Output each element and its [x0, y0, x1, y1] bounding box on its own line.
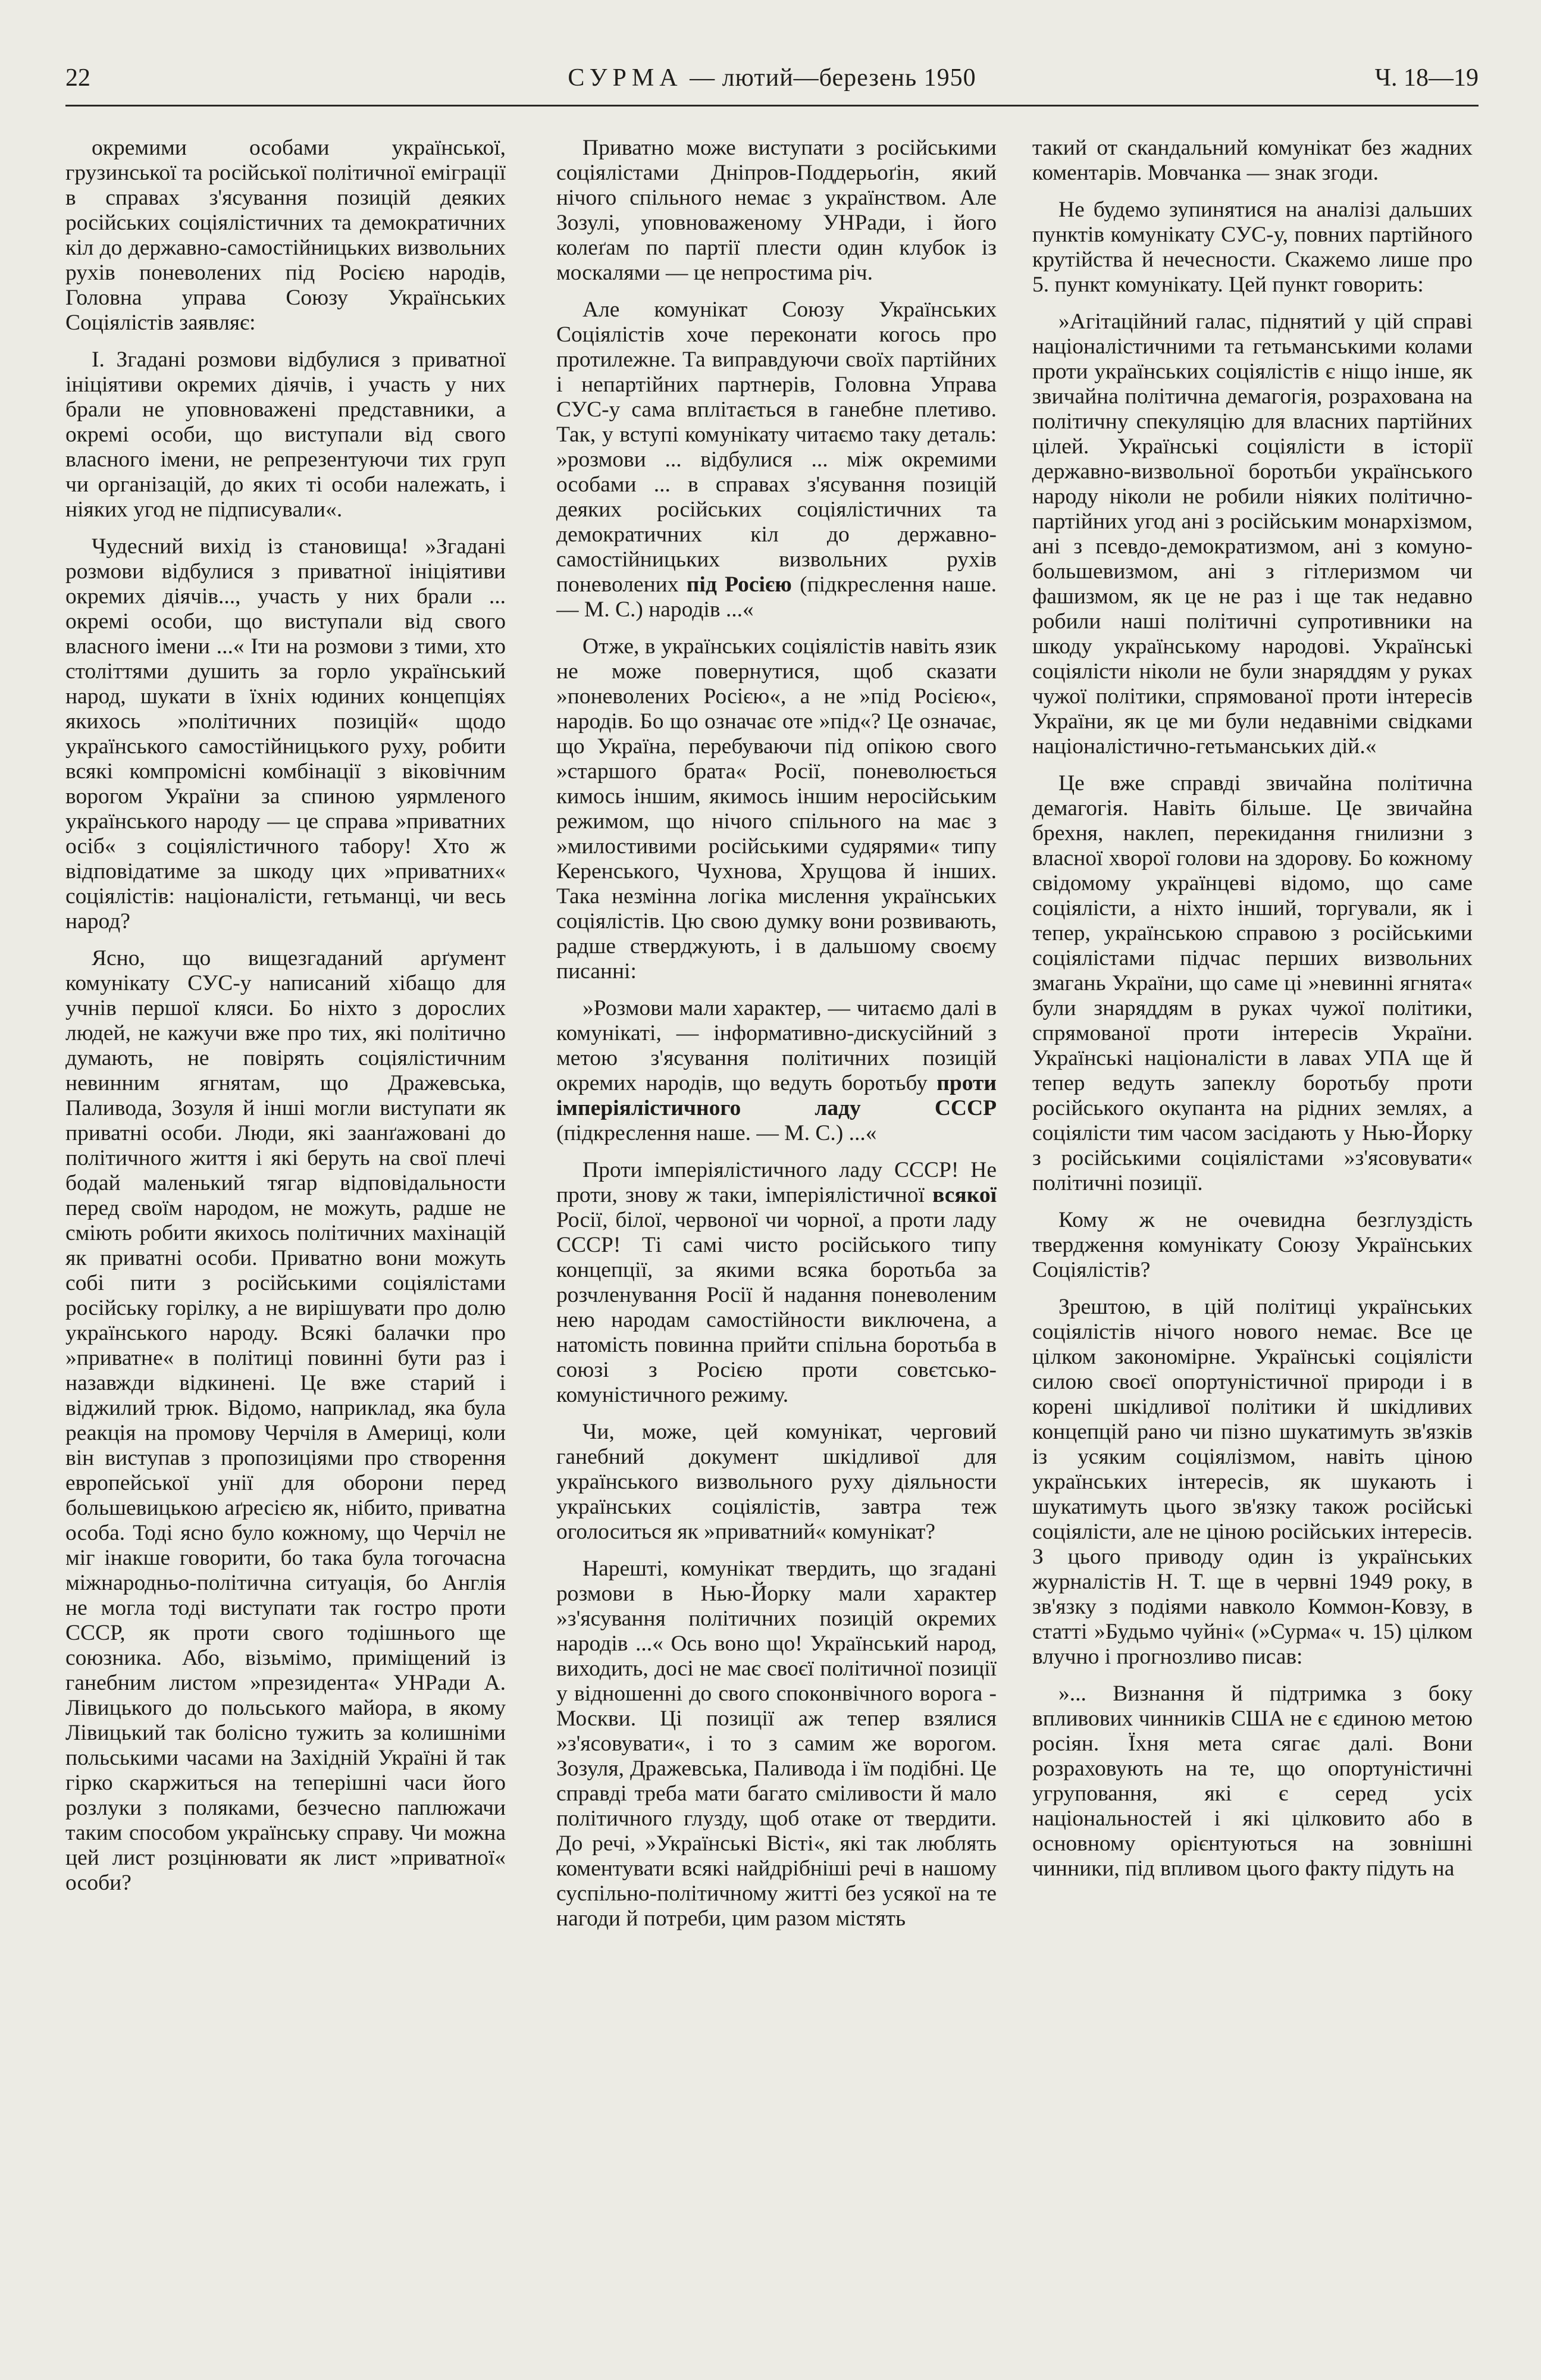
article-paragraph: »... Визнання й підтримка з боку впливових чинників США не є єдиною метою росіян. Їхня мета сягає далі. Вони розраховують на те, що опортуністичні угруповання, які є серед усіх національностей і які цілковито або в основному орієнтуються на зовнішні чинники, під впливом цього факту підуть на: [1032, 1681, 1473, 1881]
issue-date: — лютий—березень 1950: [690, 64, 976, 92]
article-paragraph: Чи, може, цей комунікат, черговий ганебний документ шкідливої для українського визвольного руху діяльности українських соціялістів, завтра теж оголоситься як »приватний« комунікат?: [556, 1420, 997, 1544]
article-paragraph: окремими особами української, грузинської та російської політичної еміграції в справах з'ясування позицій деяких російських соціялістичних та демократичних кіл до державно-самостійницьких визвольних рухів поневолених під Росією народів, Головна управа Союзу Українських Соціялістів заявляє:: [65, 136, 506, 335]
article-paragraph: Зрештою, в цій політиці українських соціялістів нічого нового немає. Все це цілком закономірне. Українські соціялісти силою своєї опортуністичної природи і в корені шкідливої політики й шкідливих концепцій рано чи пізно шукатимуть зв'язків із усяким соціялізмом, навіть ціною українських інтересів, як шукають і шукатимуть цього зв'язку також російські соціялісти, але не ціною російських інтересів. З цього приводу один із українських журналістів Н. Т. ще в червні 1949 року, в зв'язку з подіями навколо Коммон-Ковзу, в статті »Будьмо чуйні« (»Сурма« ч. 15) цілком влучно і прогнозливо писав:: [1032, 1295, 1473, 1669]
article-paragraph: Це вже справді звичайна політична демагогія. Навіть більше. Це звичайна брехня, наклеп, перекидання гнилизни з власної хворої голови на здорову. Бо кожному свідомому українцеві відомо, що саме соціялісти, а ніхто інший, торгували, як і тепер, українською справою з російськими соціялістами підчас перших визвольних змагань України, що саме ці »невинні ягнята« були знаряддям в руках чужої політики, спрямованої проти інтересів України. Українські націоналісти в лавах УПА ще й тепер ведуть запеклу боротьбу проти російського окупанта на рідних землях, а соціялісти тим часом засідають у Нью-Йорку з російськими соціялістами »з'ясовувати« політичні позиції.: [1032, 771, 1473, 1195]
article-paragraph: Отже, в українських соціялістів навіть язик не може повернутися, щоб сказати »поневолених Росією«, а не »під Росією«, народів. Бо що означає оте »під«? Це означає, що Україна, перебуваючи під опікою свого »старшого брата« Росії, поневолюється кимось іншим, якимось іншим неросійським режимом, що нічого спільного на має з »милостивими російськими судярями« типу Керенського, Чухнова, Хрущова й інших. Така незмінна логіка мислення українських соціялістів. Цю свою думку вони розвивають, радше стверджують, і в дальшому своєму писанні:: [556, 634, 997, 984]
article-paragraph: »Розмови мали характер, — читаємо далі в комунікаті, — інформативно-дискусійний з метою з'ясування політичних позицій окремих народів, що ведуть боротьбу проти імперіялістичного ладу СССР (підкреслення наше. — М. С.) ...«: [556, 996, 997, 1145]
article-paragraph: Приватно може виступати з російськими соціялістами Дніпров-Поддерьоґін, який нічого спільного немає з українством. Але Зозулі, уповноваженому УНРади, і його колеґам по партії плести один клубок із москалями — це непростима річ.: [556, 136, 997, 285]
article-paragraph: Чудесний вихід із становища! »Згадані розмови відбулися з приватної ініціятиви окремих діячів..., участь у них брали ... окремі особи, що виступали від свого власного імени ...« Іти на розмови з тими, хто століттями душить за горло український народ, шукати в їхніх юдиних концепціях якихось »політичних позицій« щодо українського самостійницького руху, робити всякі компромісні комбінації з віковічним ворогом України за спиною уярмленого українського народу — це справа »приватних осіб« з соціялістичного табору! Хто ж відповідатиме за шкоду цих »приватних« соціялістів: націоналісти, гетьманці, чи весь народ?: [65, 534, 506, 934]
article-paragraph: Не будемо зупинятися на аналізі дальших пунктів комунікату СУС-у, повних партійного крутійства й нечесности. Скажемо лише про 5. пункт комунікату. Цей пункт говорить:: [1032, 198, 1473, 297]
article-paragraph: Проти імперіялістичного ладу СССР! Не проти, знову ж таки, імперіялістичної всякої Росії, білої, червоної чи чорної, а проти ладу СССР! Ті самі чисто російського типу концепції, за якими всяка боротьба за розчленування Росії й надання поневоленим нею народам самостійности виключена, а натомість повинна прийти спільна боротьба в союзі з Росією проти совєтсько-комуністичного режиму.: [556, 1158, 997, 1407]
header-rule: [65, 105, 1479, 107]
emphasis: всякої: [932, 1183, 997, 1207]
column-2: [556, 136, 997, 2337]
emphasis: під Росією: [686, 572, 792, 597]
journal-title: СУРМА: [568, 64, 683, 92]
article-paragraph: Нарешті, комунікат твердить, що згадані розмови в Нью-Йорку мали характер »з'ясування політичних позицій окремих народів ...« Ось воно що! Український народ, виходить, досі не має своєї політичної позиції у відношенні до свого споконвічного ворога - Москви. Ці позиції аж тепер взялися »з'ясовувати«, і то з самим же ворогом. Зозуля, Дражевська, Паливода і їм подібні. Це справді треба мати багато сміливости й мало політичного глузду, щоб отаке от твердити. До речі, »Українські Вісті«, які так люблять коментувати всякі найдрібніші речі в нашому суспільно-політичному житті без усякої на те нагоди й потреби, цим разом містять: [556, 1557, 997, 1931]
article-paragraph: такий от скандальний комунікат без жадних коментарів. Мовчанка — знак згоди.: [1032, 136, 1473, 185]
column-1: [65, 136, 506, 2337]
article-paragraph: І. Згадані розмови відбулися з приватної ініціятиви окремих діячів, і участь у них брали не уповноважені представники, а окремі особи, що виступали від свого власного імени, не репрезентуючи тих груп чи організацій, до яких ті особи належать, і ніяких угод не підписували«.: [65, 347, 506, 522]
page-number: 22: [65, 64, 90, 92]
issue-number: Ч. 18—19: [1374, 64, 1479, 92]
column-3: [1032, 136, 1473, 2337]
article-paragraph: Але комунікат Союзу Українських Соціялістів хоче переконати когось про протилежне. Та виправдуючи своїх партійних і непартійних партнерів, Головна Управа СУС-у сама вплітається в ганебне плетиво. Так, у вступі комунікату читаємо таку деталь: »розмови ... відбулися ... між окремими особами ... в справах з'ясування позицій деяких російських соціялістичних та демократичних кіл до державно-самостійницьких визвольних рухів поневолених під Росією (підкреслення наше. — М. С.) народів ...«: [556, 298, 997, 622]
masthead: [65, 57, 1479, 99]
article-paragraph: »Агітаційний галас, піднятий у цій справі націоналістичними та гетьманськими колами проти українських соціялістів є ніщо інше, як звичайна політична демагогія, розрахована на політичну спекуляцію для власних партійних цілей. Українські соціялісти в історії державно-визвольної боротьби українського народу ніколи не робили ніяких політично-партійних угод ані з російським монархізмом, ані з псевдо-демократизмом, ані з комуно-большевизмом, ані з гітлеризмом чи фашизмом, як це не раз і ще так недавно робили наші політичні супротивники на шкоду українському народові. Українські соціялісти ніколи не були знаряддям у руках чужої політики, спрямованої проти інтересів України, як це ми були недавніми свідками націоналістично-гетьманських дій.«: [1032, 309, 1473, 759]
article-paragraph: Ясно, що вищезгаданий арґумент комунікату СУС-у написаний хібащо для учнів першої кляси. Бо ніхто з дорослих людей, не кажучи вже про тих, які політично думають, не повірять соціялістичним невинним ягнятам, що Дражевська, Паливода, Зозуля й інші могли виступати як приватні особи. Люди, які заанґажовані до політичного життя і які беруть на свої плечі бодай маленький тягар відповідальности перед своїм народом, не можуть, радше не сміють робити якихось політичних махінацій як приватні особи. Приватно вони можуть собі пити з російськими соціялістами російську горілку, а не вирішувати про долю українського народу. Всякі балачки про »приватне« в політиці повинні бути раз і назавжди відкинені. Це вже старий і віджилий трюк. Відомо, наприклад, яка була реакція на промову Черчіля в Америці, коли він виступав з пропозиціями про створення европейської унії для оборони перед большевицькою аґресією як, нібито, приватна особа. Тоді ясно було кожному, що Черчіл не міг інакше говорити, бо така була тогочасна міжнародньо-політична ситуація, бо Англія не могла тоді виступати так гостро проти СССР, як проти свого тодішнього ще союзника. Або, візьмімо, приміщений із ганебним листом »президента« УНРади А. Лівицького до польського майора, в якому Лівицький так болісно тужить за колишніми польськими часами на Західній Україні й так гірко скаржиться на теперішні часи його розлуки з поляками, безчесно паплюжачи таким способом українську справу. Чи можна цей лист розцінювати як лист »приватної« особи?: [65, 946, 506, 1895]
emphasis: проти імперіялістичного ладу СССР: [556, 1071, 997, 1120]
page-header: [65, 57, 1479, 99]
article-paragraph: Кому ж не очевидна безглуздість твердження комунікату Союзу Українських Соціялістів?: [1032, 1208, 1473, 1282]
